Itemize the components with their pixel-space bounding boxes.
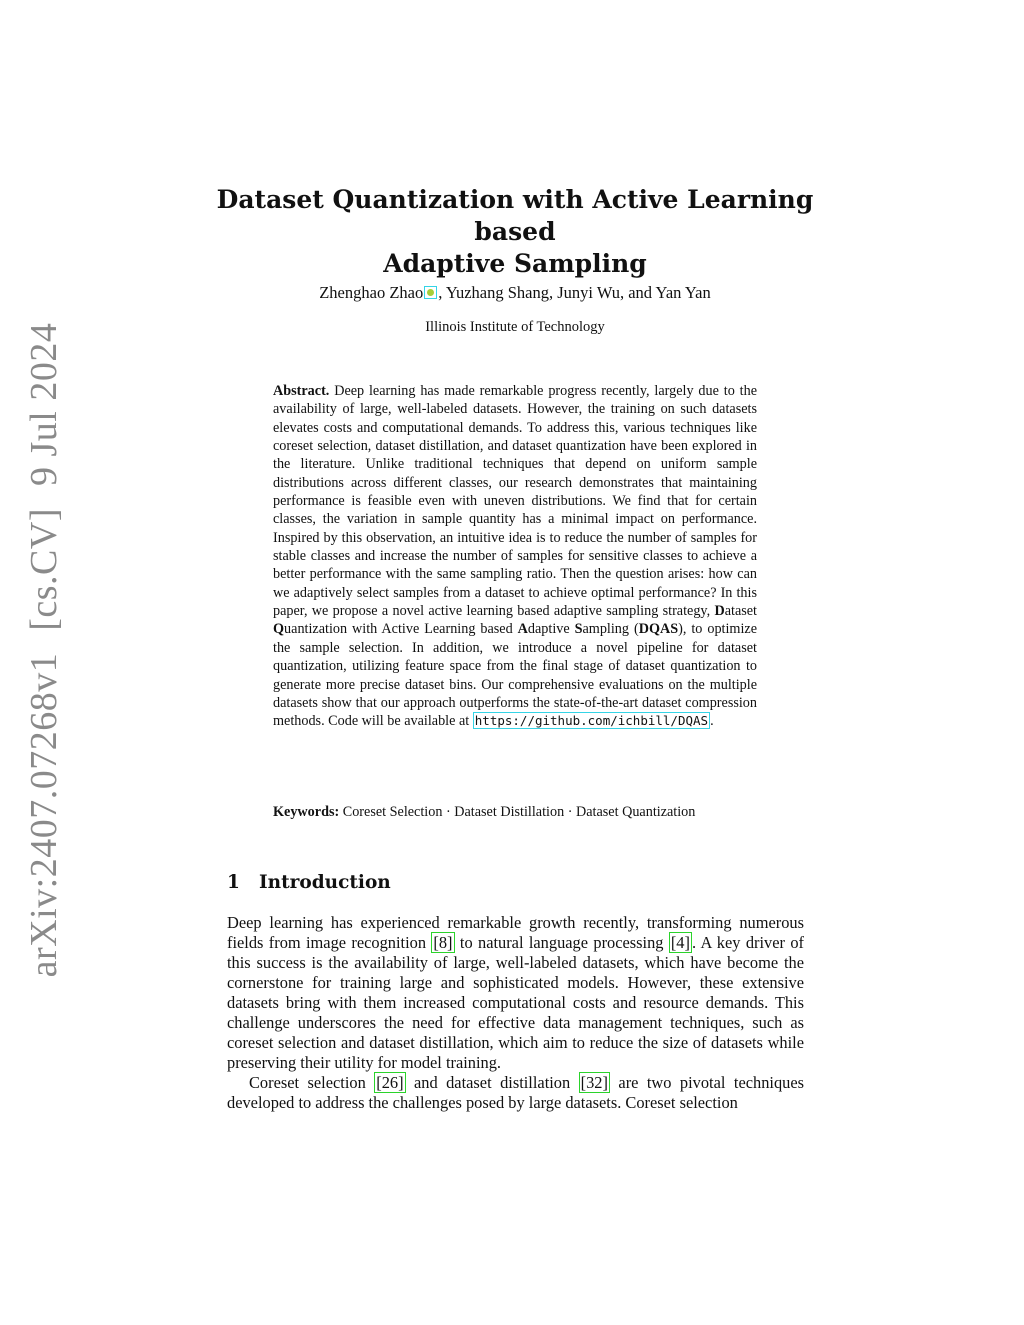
acronym-letter-d: D (714, 603, 725, 620)
arxiv-side-stamp (22, 323, 66, 978)
first-author: Zhenghao Zhao (319, 283, 424, 302)
citation-link[interactable]: [8] (433, 933, 453, 952)
introduction-body (227, 913, 804, 1113)
acronym-word-sampling: ampling (582, 621, 629, 638)
p1-text-c: . A key driver of this success is the availability of large, well-labeled datasets, which have become the cornerstone for training large and sophisticated models. However, these extensive datasets bring with them increased computational costs and resource demands. This challenge underscores the need for effective data management techniques, such as coreset selection and dataset distillation, which aim to reduce the size of datasets while preserving their utility for model training. (227, 933, 804, 1072)
acronym-letter-a: A (517, 621, 528, 638)
acronym-dqas: DQAS (638, 621, 679, 638)
authors (200, 283, 830, 303)
intro-paragraph-2 (227, 1073, 804, 1113)
title-line-2: Adaptive Sampling (383, 249, 647, 278)
citation-link[interactable]: [32] (580, 1073, 608, 1092)
abstract-end: . (710, 713, 714, 730)
section-number: 1 (227, 872, 240, 893)
p2-text-b: and dataset distillation (405, 1073, 579, 1092)
abstract-label: Abstract. (273, 383, 330, 399)
keywords-label: Keywords: (273, 804, 340, 820)
acronym-letter-q: Q (273, 621, 285, 638)
abstract (273, 382, 757, 731)
arxiv-date: 9 Jul 2024 (23, 322, 65, 487)
orcid-icon[interactable] (424, 286, 437, 299)
acronym-word-dataset: ataset (724, 603, 757, 620)
abstract-text-2: ), to optimize the sample selection. In addition, we introduce a novel pipeline for dataset quantization, utilizing feature space from the final stage of dataset quantization to generate more precise dataset bins. Our comprehensive evaluations on the multiple datasets show that our approach outperforms the state-of-the-art dataset compression methods. Code will be available at (273, 621, 757, 730)
other-authors: , Yuzhang Shang, Junyi Wu, and Yan Yan (438, 283, 711, 302)
p1-text-a: Deep learning has experienced remarkable growth recently, transforming numerous fields from image recognition (227, 913, 804, 952)
p2-text-c: are two pivotal techniques developed to address the challenges posed by large datasets. Coreset selection (227, 1073, 804, 1112)
arxiv-category: [cs.CV] (23, 508, 65, 631)
p1-text-b: to natural language processing (454, 933, 669, 952)
paren-open: ( (633, 621, 639, 638)
title-line-1: Dataset Quantization with Active Learning based (216, 185, 814, 246)
acronym-letter-s: S (574, 621, 583, 638)
affiliation: Illinois Institute of Technology (425, 319, 605, 335)
citation-link[interactable]: [4] (670, 933, 690, 952)
section-heading (227, 872, 391, 893)
acronym-word-adaptive: daptive (527, 621, 575, 638)
keywords-text: Coreset Selection · Dataset Distillation · Dataset Quantization (342, 804, 696, 820)
code-link[interactable]: https://github.com/ichbill/DQAS (474, 713, 709, 729)
citation-link[interactable]: [26] (376, 1073, 404, 1092)
paper-title (200, 184, 830, 280)
p2-text-a: Coreset selection (249, 1073, 375, 1092)
acronym-word-quantization: uantization with Active Learning based (284, 621, 518, 638)
abstract-text-1: Deep learning has made remarkable progress recently, largely due to the availability of large, well-labeled datasets. However, the training on such datasets elevates costs and computational demands. To address this, various techniques like coreset selection, dataset distillation, and dataset quantization have been explored in the literature. Unlike traditional techniques that depend on uniform sample distributions across different classes, our research demonstrates that maintaining performance is feasible even with uneven distributions. We find that for certain classes, the variation in sample quantity has a minimal impact on performance. Inspired by this observation, an intuitive idea is to reduce the number of samples for stable classes and increase the number of samples for sensitive classes to achieve a better performance with the same sampling ratio. Then the question arises: how can we adaptively select samples from a dataset to achieve optimal performance? In this paper, we propose a novel active learning based adaptive sampling strategy, (273, 383, 757, 620)
section-title: Introduction (259, 872, 391, 893)
keywords (273, 803, 757, 821)
arxiv-id: arXiv:2407.07268v1 (23, 652, 65, 978)
intro-paragraph-1 (227, 913, 804, 1073)
